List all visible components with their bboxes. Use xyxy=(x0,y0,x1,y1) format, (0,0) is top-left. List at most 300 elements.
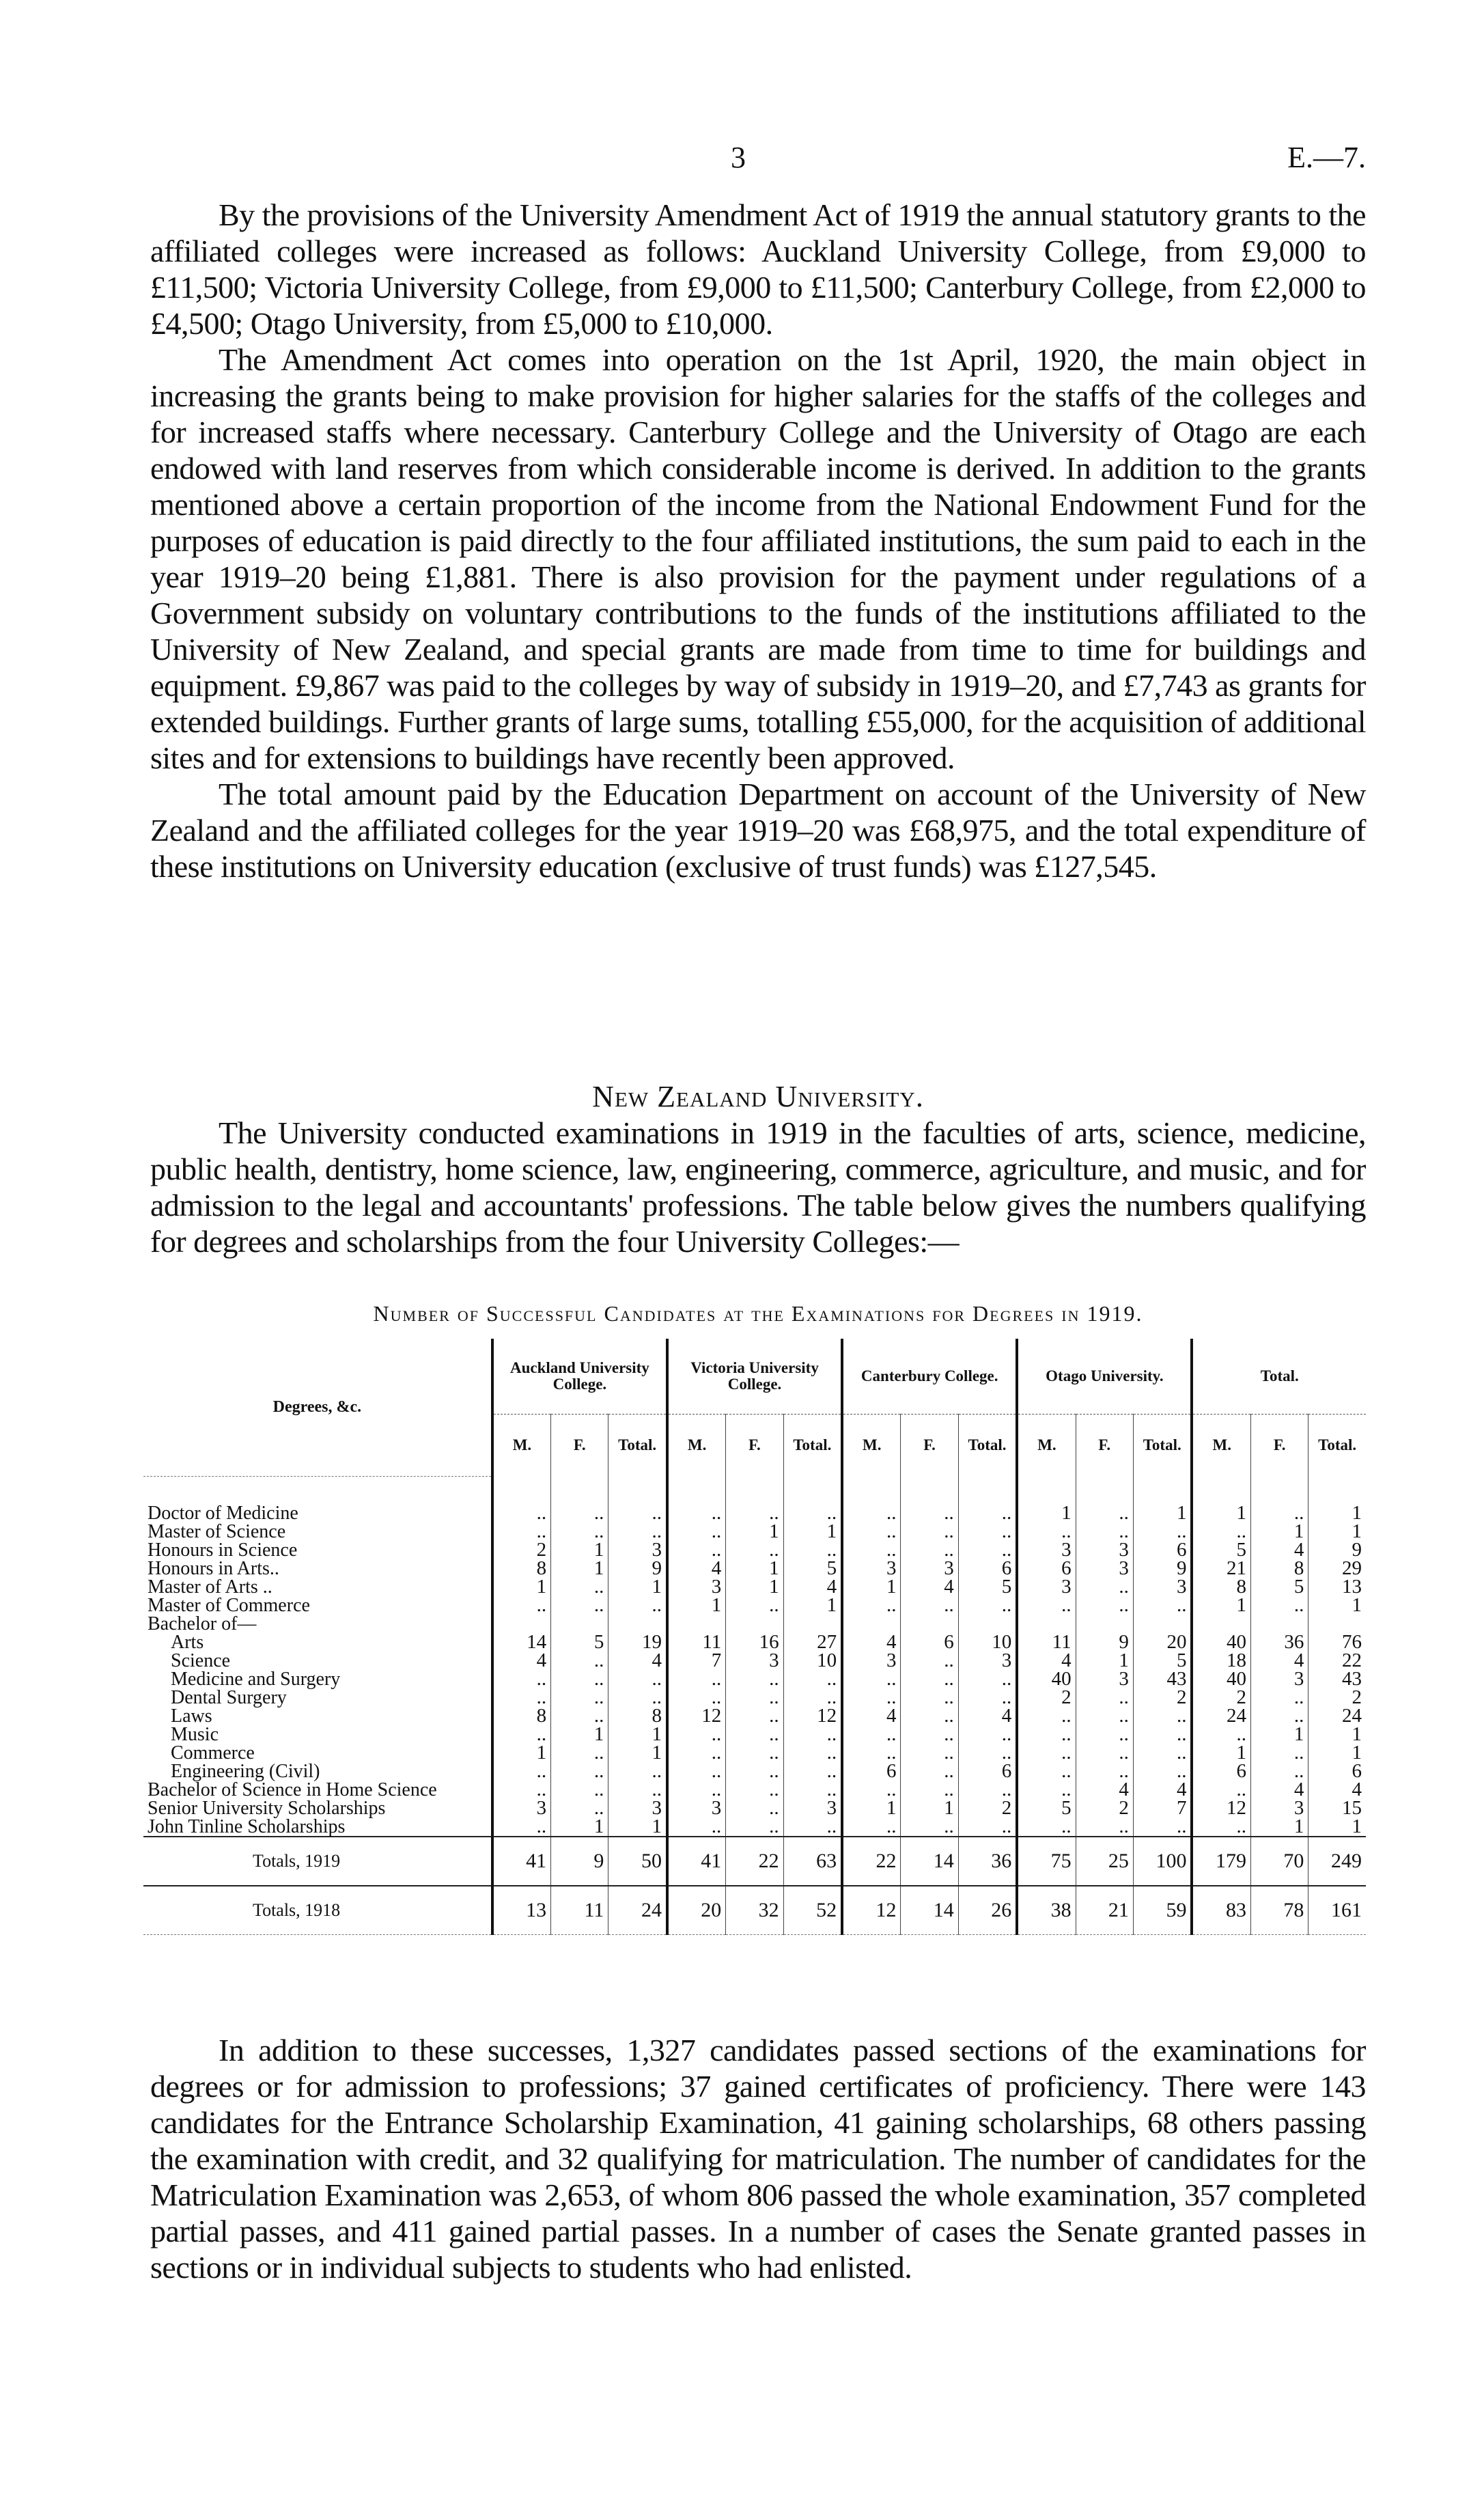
totals-row xyxy=(143,1837,1366,1886)
table-row xyxy=(143,1652,1366,1670)
cell-value: 36 xyxy=(958,1837,1017,1886)
table-title: Number of Successful Candidates at the Examinations for Degrees in 1919. xyxy=(373,1301,1143,1326)
cell-value: .. xyxy=(1076,1817,1133,1837)
cell-value: 3 xyxy=(901,1559,958,1578)
cell-value: 1 xyxy=(783,1596,842,1615)
cell-value: .. xyxy=(551,1596,608,1615)
row-label: Arts xyxy=(171,1631,204,1653)
cell-value: .. xyxy=(842,1541,901,1559)
cell-value xyxy=(1133,1615,1192,1633)
cell-value: .. xyxy=(667,1762,726,1781)
cell-value: 6 xyxy=(958,1762,1017,1781)
cell-value: 1 xyxy=(551,1541,608,1559)
row-label: Honours in Arts.. xyxy=(148,1557,279,1579)
cell-value: .. xyxy=(901,1541,958,1559)
cell-value: .. xyxy=(1017,1596,1076,1615)
cell-value: 1 xyxy=(1251,1522,1308,1541)
cell-value: .. xyxy=(901,1652,958,1670)
cell-value: 12 xyxy=(783,1707,842,1725)
cell-value: .. xyxy=(726,1670,783,1688)
row-label: Senior University Scholarships xyxy=(148,1797,386,1819)
cell-value: 4 xyxy=(667,1559,726,1578)
cell-value: 7 xyxy=(667,1652,726,1670)
cell-value: .. xyxy=(842,1504,901,1522)
cell-value: 13 xyxy=(1308,1578,1366,1596)
cell-value xyxy=(958,1615,1017,1633)
cell-value: 4 xyxy=(1076,1781,1133,1799)
cell-value: .. xyxy=(783,1781,842,1799)
cell-value: .. xyxy=(1017,1725,1076,1744)
cell-value: .. xyxy=(783,1670,842,1688)
cell-value: 249 xyxy=(1308,1837,1366,1886)
cell-value: 1 xyxy=(726,1522,783,1541)
cell-value: 11 xyxy=(667,1633,726,1652)
cell-value: .. xyxy=(667,1541,726,1559)
cell-value: 6 xyxy=(958,1559,1017,1578)
cell-value: .. xyxy=(551,1781,608,1799)
cell-value xyxy=(1017,1615,1076,1633)
cell-value: .. xyxy=(901,1688,958,1707)
cell-value: .. xyxy=(551,1744,608,1762)
paragraph-total-amount: The total amount paid by the Education Department on account of the University of New Zealand and the affiliated colleges for the year 1919–20 was £68,975, and the total expenditure of these institutions on University education (exclusive of trust funds) was £127,545. xyxy=(150,777,1366,884)
subheader-total: Total. xyxy=(1308,1415,1366,1477)
cell-value: .. xyxy=(842,1688,901,1707)
cell-value: 12 xyxy=(667,1707,726,1725)
cell-value: .. xyxy=(783,1744,842,1762)
cell-value: 13 xyxy=(492,1886,551,1935)
cell-value: 5 xyxy=(783,1559,842,1578)
cell-value: 2 xyxy=(1017,1688,1076,1707)
cell-value: 14 xyxy=(901,1837,958,1886)
cell-value: 1 xyxy=(901,1799,958,1817)
cell-value: .. xyxy=(783,1762,842,1781)
cell-value: .. xyxy=(608,1688,667,1707)
cell-value: .. xyxy=(783,1688,842,1707)
cell-value: 1 xyxy=(551,1559,608,1578)
cell-value: 15 xyxy=(1308,1799,1366,1817)
cell-value: .. xyxy=(551,1652,608,1670)
table-row xyxy=(143,1559,1366,1578)
cell-value: .. xyxy=(842,1522,901,1541)
subheader-m: M. xyxy=(492,1415,551,1477)
subheader-f: F. xyxy=(551,1415,608,1477)
cell-value: .. xyxy=(842,1781,901,1799)
cell-value: 1 xyxy=(608,1744,667,1762)
cell-value: .. xyxy=(1017,1707,1076,1725)
cell-value: .. xyxy=(1076,1744,1133,1762)
cell-value: 8 xyxy=(1251,1559,1308,1578)
cell-value: .. xyxy=(1076,1504,1133,1522)
cell-value: 9 xyxy=(1308,1541,1366,1559)
cell-value: 4 xyxy=(1251,1541,1308,1559)
cell-value: 20 xyxy=(1133,1633,1192,1652)
cell-value: .. xyxy=(901,1762,958,1781)
cell-value: .. xyxy=(1017,1817,1076,1837)
subheader-f: F. xyxy=(901,1415,958,1477)
cell-value: 3 xyxy=(667,1578,726,1596)
cell-value: .. xyxy=(1251,1688,1308,1707)
cell-value: .. xyxy=(492,1688,551,1707)
cell-value: 1 xyxy=(1308,1596,1366,1615)
page-number: 3 xyxy=(731,141,746,174)
cell-value: .. xyxy=(1017,1762,1076,1781)
cell-value: 1 xyxy=(783,1522,842,1541)
cell-value: 1 xyxy=(492,1578,551,1596)
cell-value: 7 xyxy=(1133,1799,1192,1817)
cell-value: 3 xyxy=(492,1799,551,1817)
cell-value: 3 xyxy=(1076,1541,1133,1559)
row-label: Laws xyxy=(171,1705,212,1727)
cell-value: 179 xyxy=(1192,1837,1250,1886)
cell-value: 1 xyxy=(492,1744,551,1762)
degrees-header: Degrees, &c. xyxy=(143,1339,492,1476)
subheader-total: Total. xyxy=(783,1415,842,1477)
cell-value: 3 xyxy=(667,1799,726,1817)
cell-value: 1 xyxy=(1133,1504,1192,1522)
cell-value: 11 xyxy=(551,1886,608,1935)
table-row xyxy=(143,1578,1366,1596)
cell-value: .. xyxy=(667,1688,726,1707)
cell-value: .. xyxy=(608,1504,667,1522)
cell-value: 1 xyxy=(608,1817,667,1837)
cell-value: .. xyxy=(901,1522,958,1541)
cell-value: 24 xyxy=(1308,1707,1366,1725)
cell-value: .. xyxy=(842,1596,901,1615)
group-header-canterbury: Canterbury College. xyxy=(842,1339,1017,1415)
page-header xyxy=(150,140,1366,181)
cell-value: 21 xyxy=(1076,1886,1133,1935)
cell-value: .. xyxy=(608,1596,667,1615)
cell-value: 3 xyxy=(1017,1541,1076,1559)
cell-value: .. xyxy=(726,1744,783,1762)
subheader-m: M. xyxy=(842,1415,901,1477)
cell-value: 21 xyxy=(1192,1559,1250,1578)
spacer-row xyxy=(143,1476,1366,1504)
cell-value: 14 xyxy=(492,1633,551,1652)
cell-value: .. xyxy=(958,1725,1017,1744)
cell-value: 6 xyxy=(1308,1762,1366,1781)
cell-value: 4 xyxy=(901,1578,958,1596)
cell-value: .. xyxy=(958,1541,1017,1559)
cell-value: 1 xyxy=(842,1799,901,1817)
cell-value: 2 xyxy=(1308,1688,1366,1707)
cell-value: 1 xyxy=(726,1578,783,1596)
cell-value: 2 xyxy=(1192,1688,1250,1707)
cell-value: .. xyxy=(726,1762,783,1781)
cell-value: 59 xyxy=(1133,1886,1192,1935)
table-row xyxy=(143,1596,1366,1615)
cell-value xyxy=(608,1615,667,1633)
cell-value: 6 xyxy=(901,1633,958,1652)
cell-value: .. xyxy=(901,1781,958,1799)
cell-value: .. xyxy=(551,1522,608,1541)
row-label: Bachelor of— xyxy=(148,1613,257,1634)
cell-value: 22 xyxy=(842,1837,901,1886)
row-label: Master of Science xyxy=(148,1520,286,1542)
cell-value: 9 xyxy=(1076,1633,1133,1652)
cell-value: 26 xyxy=(958,1886,1017,1935)
cell-value: .. xyxy=(1133,1817,1192,1837)
cell-value: 2 xyxy=(958,1799,1017,1817)
cell-value: 4 xyxy=(842,1707,901,1725)
totals-row xyxy=(143,1886,1366,1935)
subheader-m: M. xyxy=(1192,1415,1250,1477)
cell-value: 3 xyxy=(958,1652,1017,1670)
cell-value: 1 xyxy=(608,1725,667,1744)
cell-value: 32 xyxy=(726,1886,783,1935)
cell-value: .. xyxy=(1192,1817,1250,1837)
cell-value: 78 xyxy=(1251,1886,1308,1935)
cell-value: .. xyxy=(667,1504,726,1522)
paragraph-amendment-act: The Amendment Act comes into operation on the 1st April, 1920, the main object in increasing the grants being to make provision for higher salaries for the staffs of the colleges and for increased staffs where necessary. Canterbury College and the University of Otago are each endowed with land reserves from which considerable income is derived. In addition to the grants mentioned above a certain proportion of the income from the National Endowment Fund for the purposes of education is paid directly to the four affiliated institutions, the sum paid to each in the year 1919–20 being £1,881. There is also provision for the payment under regulations of a Government subsidy on voluntary contributions to the funds of the institutions affiliated to the University of New Zealand, and special grants are made from time to time for buildings and equipment. £9,867 was paid to the colleges by way of subsidy in 1919–20, and £7,743 as grants for extended buildings. Further grants of large sums, totalling £55,000, for the acquisition of additional sites and for extensions to buildings have recently been approved. xyxy=(150,342,1366,775)
cell-value: .. xyxy=(492,1781,551,1799)
cell-value: 3 xyxy=(1133,1578,1192,1596)
cell-value: 1 xyxy=(842,1578,901,1596)
cell-value: 40 xyxy=(1192,1670,1250,1688)
cell-value: 27 xyxy=(783,1633,842,1652)
row-label: Engineering (Civil) xyxy=(171,1760,320,1782)
cell-value: .. xyxy=(1017,1744,1076,1762)
candidates-table xyxy=(143,1339,1366,1935)
cell-value: .. xyxy=(1192,1781,1250,1799)
cell-value: 5 xyxy=(1133,1652,1192,1670)
cell-value: 3 xyxy=(726,1652,783,1670)
cell-value: 24 xyxy=(1192,1707,1250,1725)
subheader-total: Total. xyxy=(608,1415,667,1477)
cell-value: .. xyxy=(551,1670,608,1688)
cell-value: 6 xyxy=(1133,1541,1192,1559)
row-label: Master of Commerce xyxy=(148,1594,310,1616)
cell-value: .. xyxy=(492,1522,551,1541)
cell-value: 3 xyxy=(1017,1578,1076,1596)
cell-value: 1 xyxy=(1192,1744,1250,1762)
cell-value: .. xyxy=(958,1504,1017,1522)
cell-value: 5 xyxy=(1251,1578,1308,1596)
cell-value: .. xyxy=(551,1799,608,1817)
table-row xyxy=(143,1522,1366,1541)
cell-value: 3 xyxy=(1251,1670,1308,1688)
cell-value: .. xyxy=(608,1522,667,1541)
table-row xyxy=(143,1762,1366,1781)
subheader-total: Total. xyxy=(1133,1415,1192,1477)
cell-value: 6 xyxy=(1192,1762,1250,1781)
cell-value: .. xyxy=(667,1744,726,1762)
group-header-auckland: Auckland University College. xyxy=(492,1339,667,1415)
group-header-total: Total. xyxy=(1192,1339,1366,1415)
table-row xyxy=(143,1781,1366,1799)
cell-value: 4 xyxy=(958,1707,1017,1725)
cell-value: 1 xyxy=(1308,1744,1366,1762)
cell-value: 5 xyxy=(1017,1799,1076,1817)
cell-value: 2 xyxy=(1076,1799,1133,1817)
cell-value: .. xyxy=(492,1762,551,1781)
table-row xyxy=(143,1504,1366,1522)
cell-value: .. xyxy=(958,1688,1017,1707)
cell-value: 4 xyxy=(1308,1781,1366,1799)
cell-value: 1 xyxy=(551,1725,608,1744)
row-label: Bachelor of Science in Home Science xyxy=(148,1779,437,1800)
cell-value: 12 xyxy=(1192,1799,1250,1817)
cell-value: 1 xyxy=(1076,1652,1133,1670)
document-reference: E.—7. xyxy=(1287,141,1366,174)
cell-value: .. xyxy=(1251,1707,1308,1725)
table-row xyxy=(143,1744,1366,1762)
section-heading: New Zealand University. xyxy=(592,1080,924,1113)
cell-value: 3 xyxy=(1076,1559,1133,1578)
closing-text xyxy=(150,2032,1366,2285)
cell-value: 9 xyxy=(608,1559,667,1578)
cell-value xyxy=(783,1615,842,1633)
cell-value: 1 xyxy=(1308,1725,1366,1744)
cell-value: 16 xyxy=(726,1633,783,1652)
cell-value: .. xyxy=(608,1762,667,1781)
cell-value: 75 xyxy=(1017,1837,1076,1886)
row-label: Master of Arts .. xyxy=(148,1576,272,1598)
cell-value: 161 xyxy=(1308,1886,1366,1935)
table-row xyxy=(143,1707,1366,1725)
row-label: Dental Surgery xyxy=(171,1686,287,1708)
cell-value: 4 xyxy=(1251,1781,1308,1799)
cell-value: 1 xyxy=(1251,1725,1308,1744)
cell-value: 2 xyxy=(492,1541,551,1559)
section-text xyxy=(150,1115,1366,1259)
cell-value: 4 xyxy=(1133,1781,1192,1799)
cell-value: 10 xyxy=(958,1633,1017,1652)
cell-value: .. xyxy=(958,1596,1017,1615)
cell-value: 5 xyxy=(1192,1541,1250,1559)
cell-value: 3 xyxy=(608,1799,667,1817)
cell-value: 3 xyxy=(1076,1670,1133,1688)
cell-value: .. xyxy=(551,1504,608,1522)
cell-value: .. xyxy=(492,1725,551,1744)
cell-value: .. xyxy=(1076,1578,1133,1596)
cell-value: 19 xyxy=(608,1633,667,1652)
group-header-victoria: Victoria University College. xyxy=(667,1339,842,1415)
cell-value: .. xyxy=(492,1596,551,1615)
table-row xyxy=(143,1725,1366,1744)
cell-value: .. xyxy=(1251,1744,1308,1762)
cell-value: 12 xyxy=(842,1886,901,1935)
cell-value: .. xyxy=(1133,1707,1192,1725)
cell-value xyxy=(1076,1615,1133,1633)
cell-value: 2 xyxy=(1133,1688,1192,1707)
cell-value: .. xyxy=(901,1707,958,1725)
cell-value: .. xyxy=(1017,1781,1076,1799)
cell-value: 5 xyxy=(958,1578,1017,1596)
cell-value: 1 xyxy=(1251,1817,1308,1837)
cell-value: .. xyxy=(551,1707,608,1725)
cell-value: .. xyxy=(783,1817,842,1837)
cell-value: .. xyxy=(1133,1596,1192,1615)
cell-value: 14 xyxy=(901,1886,958,1935)
cell-value: 36 xyxy=(1251,1633,1308,1652)
cell-value: .. xyxy=(667,1725,726,1744)
cell-value: 4 xyxy=(842,1633,901,1652)
cell-value: 3 xyxy=(1251,1799,1308,1817)
cell-value: 100 xyxy=(1133,1837,1192,1886)
cell-value: .. xyxy=(842,1670,901,1688)
cell-value: .. xyxy=(1133,1762,1192,1781)
cell-value: .. xyxy=(726,1781,783,1799)
cell-value: 40 xyxy=(1017,1670,1076,1688)
cell-value: 52 xyxy=(783,1886,842,1935)
cell-value: 3 xyxy=(842,1652,901,1670)
cell-value: .. xyxy=(1192,1522,1250,1541)
cell-value: 4 xyxy=(783,1578,842,1596)
cell-value: 10 xyxy=(783,1652,842,1670)
cell-value: 8 xyxy=(608,1707,667,1725)
cell-value: 1 xyxy=(1308,1817,1366,1837)
cell-value: .. xyxy=(1133,1744,1192,1762)
cell-value: 8 xyxy=(492,1707,551,1725)
cell-value: 1 xyxy=(667,1596,726,1615)
cell-value: .. xyxy=(1192,1725,1250,1744)
cell-value: .. xyxy=(958,1781,1017,1799)
cell-value: .. xyxy=(783,1541,842,1559)
cell-value: 63 xyxy=(783,1837,842,1886)
cell-value: .. xyxy=(842,1817,901,1837)
cell-value: .. xyxy=(551,1762,608,1781)
cell-value xyxy=(551,1615,608,1633)
cell-value: .. xyxy=(492,1504,551,1522)
cell-value: .. xyxy=(726,1504,783,1522)
cell-value: .. xyxy=(901,1670,958,1688)
cell-value: 1 xyxy=(1308,1504,1366,1522)
cell-value: .. xyxy=(1076,1762,1133,1781)
cell-value: .. xyxy=(783,1725,842,1744)
cell-value: .. xyxy=(1076,1596,1133,1615)
cell-value: .. xyxy=(608,1670,667,1688)
cell-value: 6 xyxy=(842,1762,901,1781)
cell-value: 9 xyxy=(1133,1559,1192,1578)
row-label: Doctor of Medicine xyxy=(148,1502,298,1524)
table-row xyxy=(143,1688,1366,1707)
cell-value: 70 xyxy=(1251,1837,1308,1886)
cell-value: .. xyxy=(551,1688,608,1707)
cell-value: .. xyxy=(901,1596,958,1615)
cell-value: 1 xyxy=(1308,1522,1366,1541)
cell-value: 8 xyxy=(1192,1578,1250,1596)
table-body xyxy=(143,1476,1366,1934)
cell-value: .. xyxy=(783,1504,842,1522)
cell-value: .. xyxy=(958,1670,1017,1688)
subheader-total: Total. xyxy=(958,1415,1017,1477)
cell-value: 6 xyxy=(1017,1559,1076,1578)
row-label: Commerce xyxy=(171,1742,255,1764)
row-label: Totals, 1919 xyxy=(143,1837,492,1886)
cell-value: 50 xyxy=(608,1837,667,1886)
cell-value: 11 xyxy=(1017,1633,1076,1652)
cell-value: .. xyxy=(726,1707,783,1725)
cell-value: .. xyxy=(901,1725,958,1744)
cell-value: .. xyxy=(726,1725,783,1744)
row-label: Totals, 1918 xyxy=(143,1886,492,1935)
cell-value: 4 xyxy=(1017,1652,1076,1670)
cell-value: .. xyxy=(958,1817,1017,1837)
cell-value: .. xyxy=(726,1817,783,1837)
cell-value: .. xyxy=(1076,1707,1133,1725)
cell-value: 4 xyxy=(492,1652,551,1670)
cell-value: 40 xyxy=(1192,1633,1250,1652)
cell-value: .. xyxy=(1076,1725,1133,1744)
cell-value: .. xyxy=(1133,1725,1192,1744)
cell-value: .. xyxy=(958,1744,1017,1762)
cell-value: .. xyxy=(1251,1762,1308,1781)
cell-value: .. xyxy=(608,1781,667,1799)
table-row xyxy=(143,1817,1366,1837)
cell-value: .. xyxy=(1133,1522,1192,1541)
cell-value: 41 xyxy=(492,1837,551,1886)
